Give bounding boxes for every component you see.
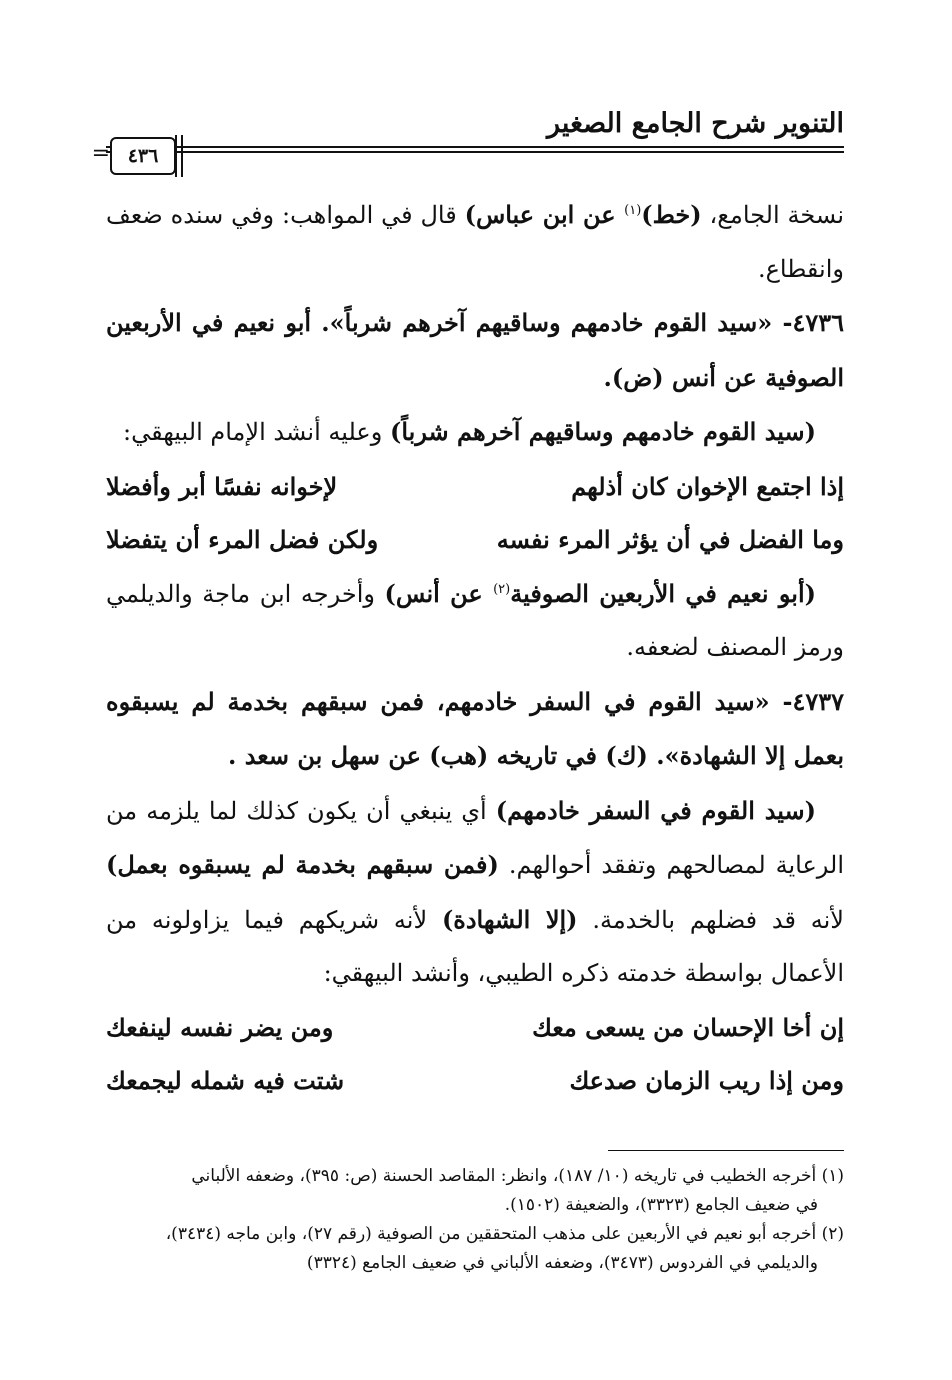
commentary-4737: (سيد القوم في السفر خادمهم) أي ينبغي أن يكون كذلك لما يلزمه من الرعاية لمصالحهم وتفقد أحوالهم. (فمن سبقهم بخدمة لم يسبقوه بعمل) لأنه قد فضلهم بالخدمة. (إلا الشهادة) لأنه شريكهم فيما يزاولونه من الأعمال بواسطة خدمته ذكره الطيبي، وأنشد البيهقي: xyxy=(106,795,845,987)
header-rule-bottom xyxy=(106,151,844,153)
commentary-4736: (سيد القوم خادمهم وساقيهم آخرهم شرباً) وعليه أنشد الإمام البيهقي: xyxy=(122,417,816,446)
footnote-2: (٢) أخرجه أبو نعيم في الأربعين على مذهب المتحققين من الصوفية (رقم ٢٧)، وابن ماجه (٣٤٣٤)، xyxy=(165,1224,844,1244)
running-header-title: التنوير شرح الجامع الصغير xyxy=(547,108,844,139)
hadith-4736: ٤٧٣٦- «سيد القوم خادمهم وساقيهم آخرهم شرباً». أبو نعيم في الأربعين الصوفية عن أنس (ض). xyxy=(106,308,844,392)
footnote-ref-2: (٢) xyxy=(493,581,511,597)
poem-verse-1: إذا اجتمع الإخوان كان أذلهم لإخوانه نفسًا أبر وأفضلا xyxy=(106,471,844,501)
footnote-2-continued: والديلمي في الفردوس (٣٤٧٣)، وضعفه الألباني في ضعيف الجامع (٣٣٢٤) xyxy=(306,1253,818,1273)
main-text xyxy=(106,188,844,1108)
page-number: ٤٣٦ xyxy=(110,137,176,175)
footnote-1: (١) أخرجه الخطيب في تاريخه (١٠/ ١٨٧)، وانظر: المقاصد الحسنة (ص: ٣٩٥)، وضعفه الألباني xyxy=(191,1166,844,1186)
hadith-4737: ٤٧٣٧- «سيد القوم في السفر خادمهم، فمن سبقهم بخدمة لم يسبقوه بعمل إلا الشهادة». (ك) في تاريخه (هب) عن سهل بن سعد . xyxy=(106,686,844,770)
footnote-separator xyxy=(608,1150,844,1151)
footnotes xyxy=(106,1162,844,1278)
header-rule-top xyxy=(106,146,844,148)
poem-verse-2: وما الفضل في أن يؤثر المرء نفسه ولكن فضل المرء أن يتفضلا xyxy=(106,525,844,554)
paragraph-intro: نسخة الجامع، (خط)$^{(١)}$ عن ابن عباس) قال في المواهب: وفي سنده ضعف وانقطاع. xyxy=(106,200,844,283)
poem-verse-3: إن أخا الإحسان من يسعى معك ومن يضر نفسه لينفعك xyxy=(106,1012,844,1042)
source-4736: (أبو نعيم في الأربعين الصوفية$^{(٢)}$ عن أنس) وأخرجه ابن ماجة والديلمي ورمز المصنف لضعفه. xyxy=(106,578,844,661)
footnote-ref-1: (١) xyxy=(624,203,642,218)
header-mark: = xyxy=(91,141,110,166)
poem-verse-4: ومن إذا ريب الزمان صدعك شتت فيه شمله ليجمعك xyxy=(106,1066,844,1095)
footnote-1-continued: في ضعيف الجامع (٣٣٢٣)، والضعيفة (١٥٠٢). xyxy=(504,1195,818,1215)
